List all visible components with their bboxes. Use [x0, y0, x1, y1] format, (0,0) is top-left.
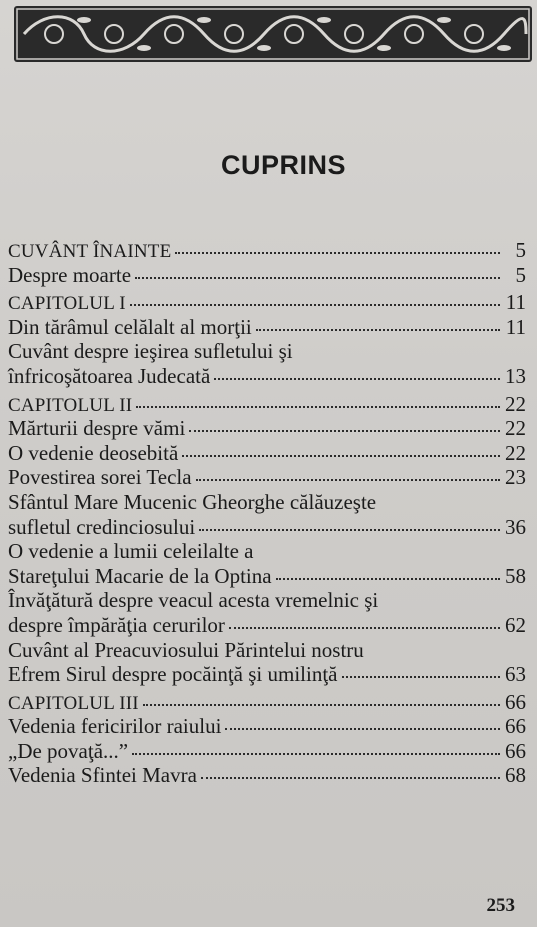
- toc-entry-title: CAPITOLUL I: [8, 293, 126, 315]
- dot-leader: [342, 675, 501, 678]
- dot-leader: [132, 752, 500, 755]
- toc-entry-row[interactable]: [8, 763, 526, 788]
- toc-page-number: 22: [505, 440, 526, 465]
- toc-entry-row[interactable]: [8, 364, 526, 389]
- toc-page-number: 11: [505, 314, 526, 339]
- toc-entry-title: Stareţului Macarie de la Optina: [8, 563, 272, 588]
- toc-page-number: 23: [505, 465, 526, 490]
- toc-entry-title: Cuvânt despre ieşirea sufletului şi: [8, 339, 293, 364]
- toc-entry-title: O vedenie a lumii celeilalte a: [8, 539, 254, 564]
- dot-leader: [199, 528, 500, 531]
- table-of-contents: [8, 238, 526, 788]
- toc-entry-row[interactable]: [8, 490, 526, 515]
- toc-entry-row[interactable]: [8, 315, 526, 340]
- toc-entry-title: Vedenia fericirilor raiului: [8, 714, 222, 739]
- toc-entry-title: O vedenie deosebită: [8, 440, 179, 465]
- toc-page-number: 13: [505, 363, 526, 388]
- toc-entry-row[interactable]: [8, 638, 526, 663]
- dot-leader: [135, 276, 500, 279]
- dot-leader: [182, 454, 500, 457]
- dot-leader: [201, 776, 500, 779]
- toc-chapter-row[interactable]: [8, 290, 526, 315]
- toc-page-number: 66: [505, 714, 526, 739]
- toc-entry-row[interactable]: [8, 588, 526, 613]
- toc-entry-row[interactable]: [8, 714, 526, 739]
- dot-leader: [143, 703, 500, 706]
- toc-entry-title: CUVÂNT ÎNAINTE: [8, 241, 172, 262]
- page-title: CUPRINS: [220, 150, 346, 180]
- toc-entry-title: Efrem Sirul despre pocăinţă şi umilinţă: [8, 662, 338, 687]
- toc-entry-row[interactable]: [8, 441, 526, 466]
- toc-entry-title: Din tărâmul celălalt al morţii: [8, 314, 252, 339]
- dot-leader: [196, 478, 500, 481]
- toc-entry-row[interactable]: [8, 515, 526, 540]
- toc-chapter-row[interactable]: [8, 690, 526, 715]
- ornamental-header-band: [14, 6, 532, 62]
- toc-entry-title: înfricoşătoarea Judecată: [8, 363, 211, 388]
- dot-leader: [225, 727, 500, 730]
- toc-page-number: 66: [505, 689, 526, 714]
- dot-leader: [136, 405, 500, 408]
- toc-page-number: 5: [515, 262, 526, 287]
- toc-entry-title: Povestirea sorei Tecla: [8, 465, 192, 490]
- toc-page-number: 62: [505, 612, 526, 637]
- toc-entry-row[interactable]: [8, 263, 526, 288]
- dot-leader: [214, 377, 500, 380]
- toc-page-number: 5: [515, 238, 526, 262]
- dot-leader: [189, 429, 500, 432]
- toc-page-number: 22: [505, 391, 526, 416]
- dot-leader: [130, 303, 500, 306]
- page-number: 253: [486, 895, 515, 916]
- toc-entry-title: Despre moarte: [8, 262, 132, 287]
- toc-entry-row[interactable]: [8, 416, 526, 441]
- toc-entry-row[interactable]: [8, 339, 526, 364]
- toc-entry-row[interactable]: [8, 539, 526, 564]
- toc-entry-row[interactable]: [8, 662, 526, 687]
- toc-page-number: 66: [505, 738, 526, 763]
- toc-entry-row[interactable]: [8, 564, 526, 589]
- toc-page-number: 63: [505, 662, 526, 687]
- toc-entry-title: „De povaţă...”: [8, 738, 129, 763]
- toc-page-number: 36: [505, 514, 526, 539]
- toc-entry-row[interactable]: [8, 465, 526, 490]
- toc-entry-row[interactable]: [8, 739, 526, 764]
- toc-entry-title: sufletul credinciosului: [8, 514, 196, 539]
- dot-leader: [276, 577, 500, 580]
- toc-entry-row[interactable]: [8, 613, 526, 638]
- dot-leader: [256, 328, 500, 331]
- toc-entry-title: Sfântul Mare Mucenic Gheorghe călăuzeşte: [8, 489, 377, 514]
- toc-entry-title: despre împărăţia cerurilor: [8, 612, 225, 637]
- toc-chapter-row[interactable]: [8, 392, 526, 417]
- toc-entry-title: Mărturii despre vămi: [8, 416, 186, 441]
- toc-entry-title: Vedenia Sfintei Mavra: [8, 763, 197, 788]
- toc-page-number: 22: [505, 416, 526, 441]
- toc-page-number: 68: [505, 763, 526, 788]
- toc-chapter-row[interactable]: [8, 238, 526, 263]
- toc-entry-title: Cuvânt al Preacuviosului Părintelui nostru: [8, 637, 364, 662]
- toc-entry-title: CAPITOLUL II: [8, 394, 133, 416]
- toc-entry-title: Învăţătură despre veacul acesta vremelnic şi: [8, 588, 379, 613]
- toc-entry-title: CAPITOLUL III: [8, 692, 139, 714]
- dot-leader: [175, 251, 500, 254]
- ornament-vine-icon: [14, 6, 532, 62]
- toc-page-number: 11: [505, 290, 526, 315]
- toc-page-number: 58: [505, 563, 526, 588]
- dot-leader: [229, 626, 500, 629]
